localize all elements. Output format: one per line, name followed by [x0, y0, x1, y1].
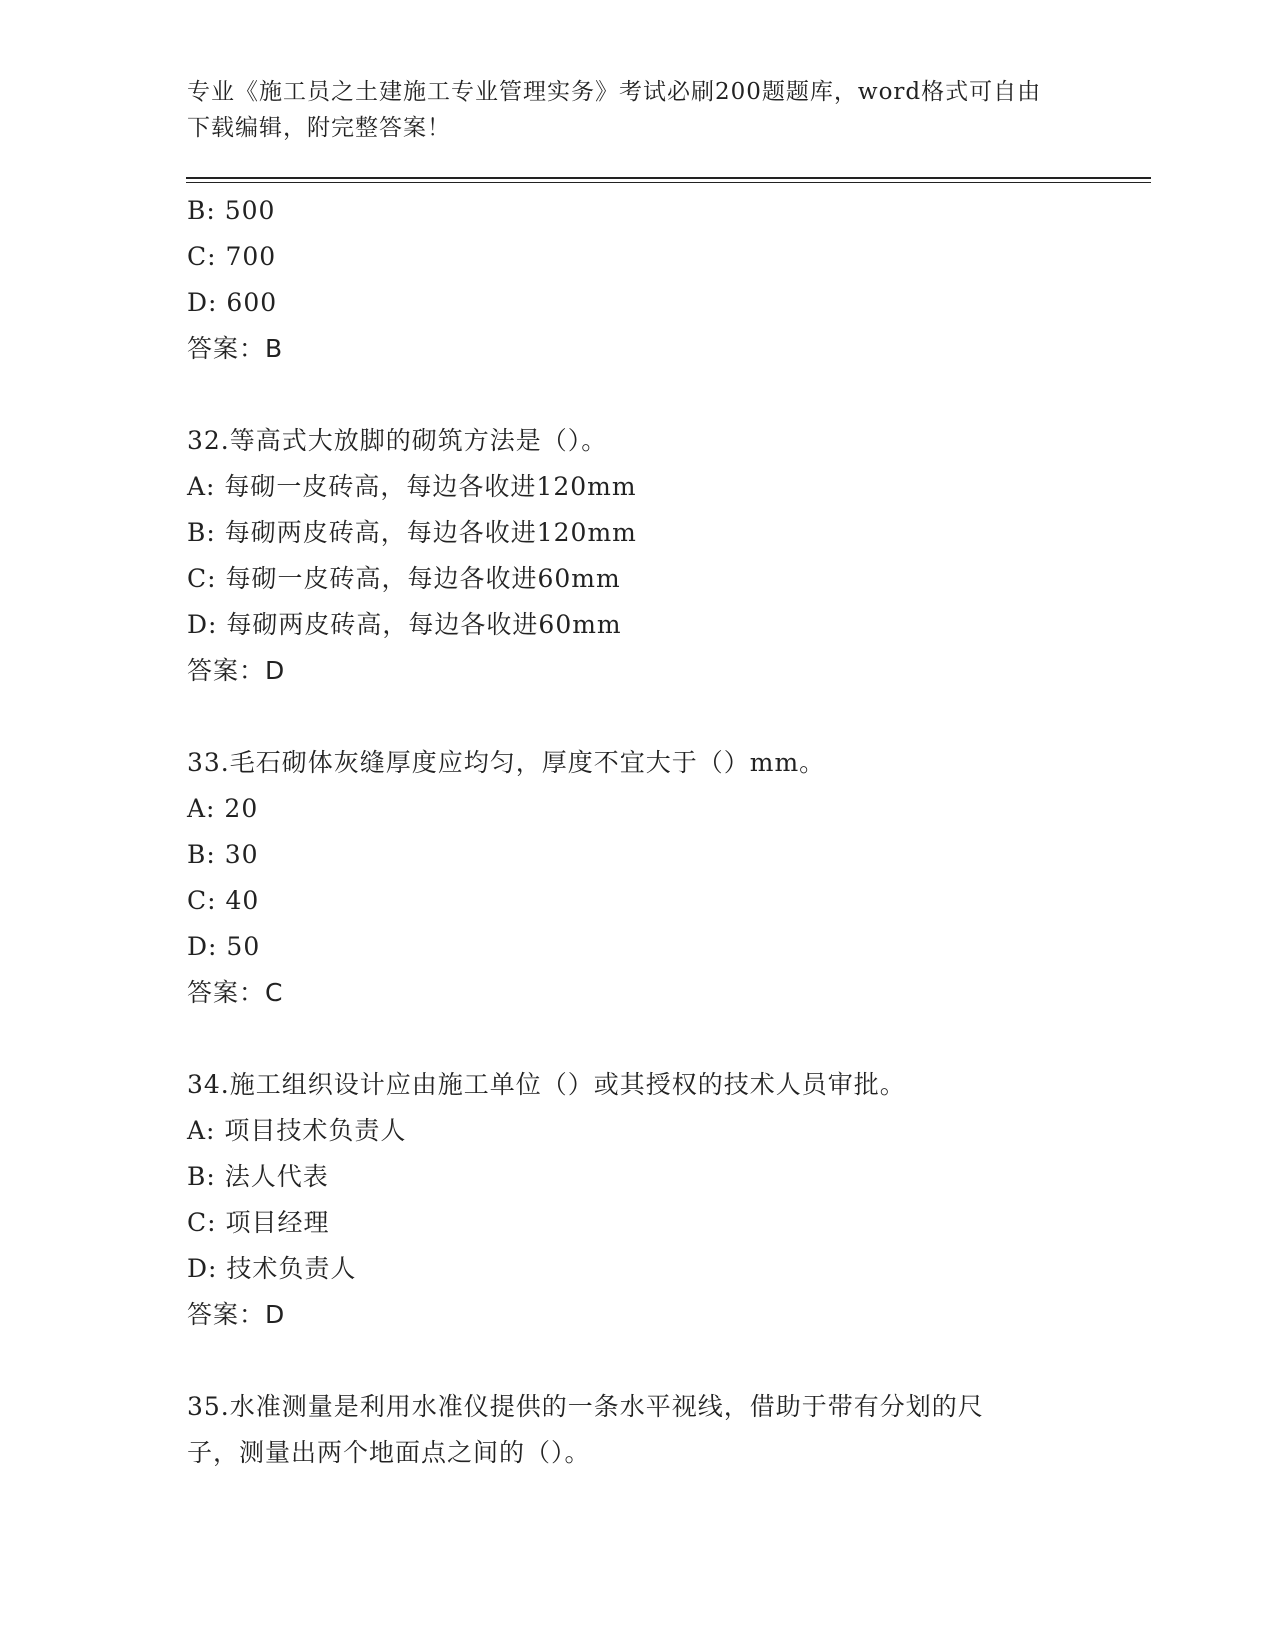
- question-stem: 32.等高式大放脚的砌筑方法是（）。: [187, 426, 608, 455]
- spacer: [187, 1016, 1107, 1062]
- option-b: B: 500: [187, 196, 276, 225]
- header-divider-thin: [186, 182, 1151, 183]
- answer-line: 答案：D: [187, 656, 286, 685]
- option-a: A: 20: [187, 794, 259, 823]
- option-c: C: 项目经理: [187, 1208, 330, 1237]
- option-d: D: 技术负责人: [187, 1254, 357, 1283]
- question-34: [187, 1062, 1107, 1338]
- question-stem: 34.施工组织设计应由施工单位（）或其授权的技术人员审批。: [187, 1070, 906, 1099]
- answer-line: 答案：C: [187, 978, 284, 1007]
- option-c: C: 每砌一皮砖高，每边各收进60mm: [187, 564, 621, 593]
- option-b: B: 每砌两皮砖高，每边各收进120mm: [187, 518, 637, 547]
- question-list: [187, 188, 1107, 1476]
- option-d: D: 600: [187, 288, 278, 317]
- document-header: [187, 74, 1067, 146]
- spacer: [187, 1338, 1107, 1384]
- header-title-line-2: 下载编辑，附完整答案！: [187, 115, 451, 141]
- option-d: D: 每砌两皮砖高，每边各收进60mm: [187, 610, 622, 639]
- question-stem-line-1: 35.水准测量是利用水准仪提供的一条水平视线，借助于带有分划的尺: [187, 1392, 984, 1421]
- question-33: [187, 740, 1107, 1016]
- question-35: [187, 1384, 1107, 1476]
- question-32: [187, 418, 1107, 694]
- option-c: C: 700: [187, 242, 277, 271]
- header-divider-thick: [186, 177, 1151, 179]
- option-a: A: 项目技术负责人: [187, 1116, 407, 1145]
- question-stem: 33.毛石砌体灰缝厚度应均匀，厚度不宜大于（）mm。: [187, 748, 826, 777]
- answer-line: 答案：D: [187, 1300, 286, 1329]
- question-31: [187, 188, 1107, 372]
- option-b: B: 法人代表: [187, 1162, 329, 1191]
- spacer: [187, 372, 1107, 418]
- answer-line: 答案：B: [187, 334, 284, 363]
- header-title-line-1: 专业《施工员之土建施工专业管理实务》考试必刷200题题库，word格式可自由: [187, 79, 1042, 105]
- option-c: C: 40: [187, 886, 260, 915]
- option-d: D: 50: [187, 932, 261, 961]
- option-b: B: 30: [187, 840, 259, 869]
- option-a: A: 每砌一皮砖高，每边各收进120mm: [187, 472, 637, 501]
- spacer: [187, 694, 1107, 740]
- question-stem-line-2: 子，测量出两个地面点之间的（）。: [187, 1438, 591, 1467]
